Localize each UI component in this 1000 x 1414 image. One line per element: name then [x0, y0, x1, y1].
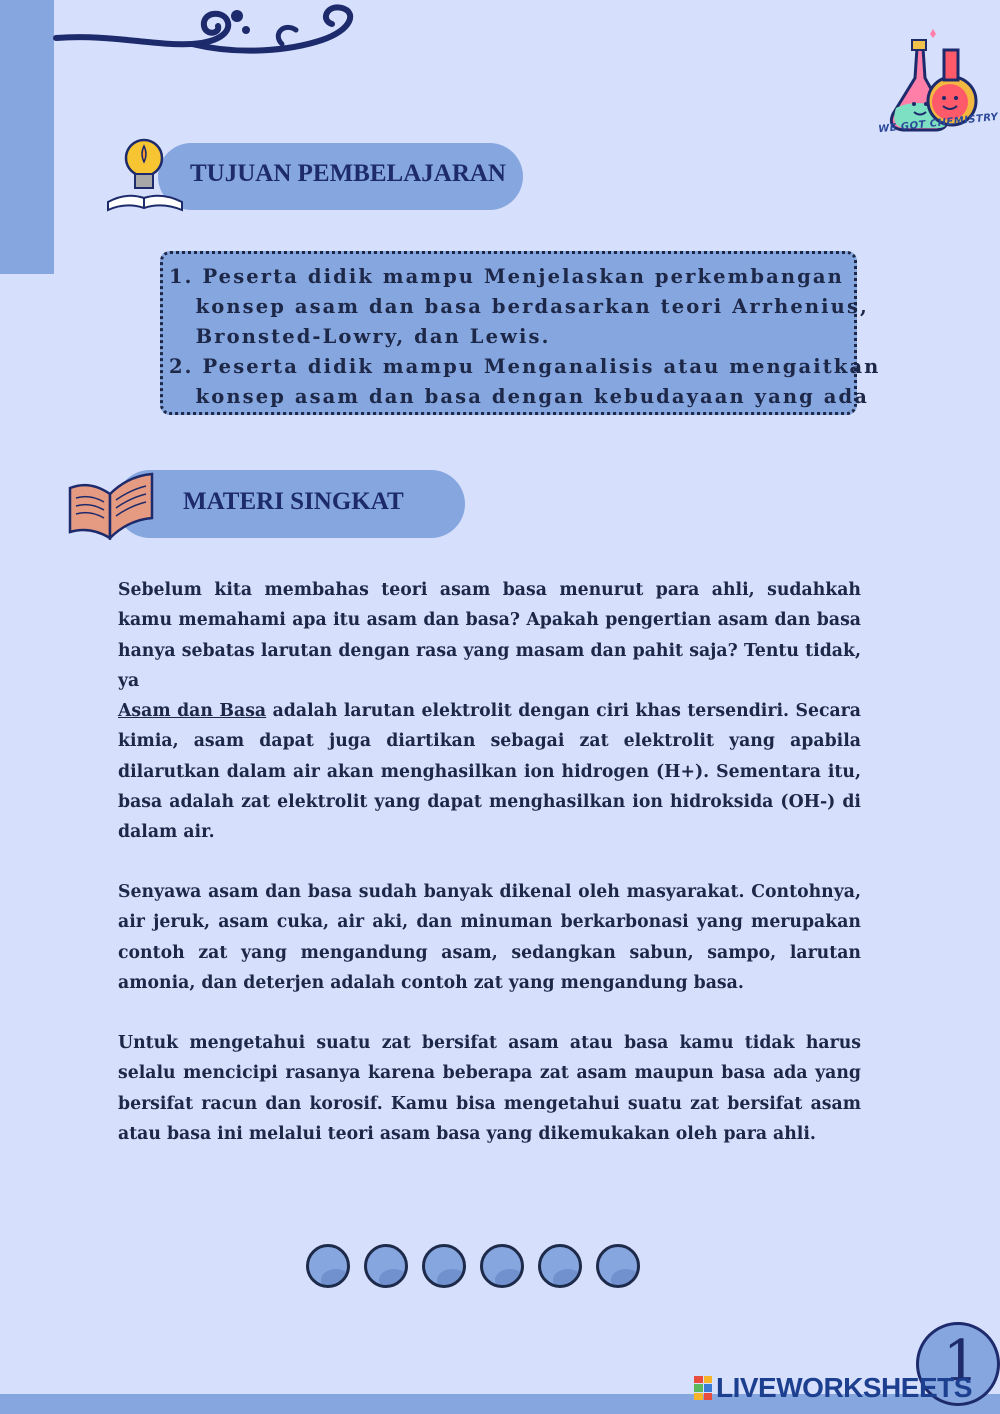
- objective-2-line-1: 2. Peserta didik mampu Menganalisis atau mengaitkan: [169, 355, 881, 378]
- dot-icon: [422, 1244, 466, 1288]
- paragraph-intro: Sebelum kita membahas teori asam basa menurut para ahli, sudahkah kamu memahami apa itu asam dan basa? Apakah pengertian asam dan basa hanya sebatas larutan dengan rasa yang masam dan pahit saja? Tentu tidak, ya: [118, 580, 861, 691]
- logo-caption: WE GOT CHEMISTRY: [877, 111, 999, 136]
- definition-text: adalah larutan elektrolit dengan ciri khas tersendiri. Secara kimia, asam dapat juga diartikan sebagai zat elektrolit yang apabila dilarutkan dalam air akan menghasilkan ion hidrogen (H+). Sementara itu, basa adalah zat elektrolit yang dapat menghasilkan ion hidroksida (OH-) di dalam air.: [118, 701, 861, 843]
- liveworksheets-text: LIVEWORKSHEETS: [716, 1372, 972, 1403]
- objective-1-line-1: 1. Peserta didik mampu Menjelaskan perkembangan: [169, 265, 844, 288]
- objective-1-line-2: konsep asam dan basa berdasarkan teori Arrhenius,: [169, 295, 869, 318]
- objectives-title: TUJUAN PEMBELAJARAN: [190, 160, 506, 187]
- dot-icon: [538, 1244, 582, 1288]
- liveworksheets-watermark: [694, 1372, 972, 1404]
- dot-icon: [596, 1244, 640, 1288]
- material-title: MATERI SINGKAT: [183, 488, 404, 515]
- side-accent-bar: [0, 0, 54, 274]
- paragraph-theory: Untuk mengetahui suatu zat bersifat asam atau basa kamu tidak harus selalu mencicipi rasanya karena beberapa zat asam maupun basa ada yang bersifat racun dan korosif. Kamu bisa mengetahui suatu zat bersifat asam atau basa ini melalui teori asam basa yang dikemukakan oleh para ahli.: [118, 1033, 861, 1144]
- page-number: 1: [943, 1329, 979, 1394]
- term-asam-dan-basa: Asam dan Basa: [118, 701, 267, 721]
- dot-icon: [480, 1244, 524, 1288]
- swirl-ornament-icon: [52, 0, 362, 60]
- objective-1-line-3: Bronsted-Lowry, dan Lewis.: [169, 325, 551, 348]
- dot-icon: [364, 1244, 408, 1288]
- paragraph-definition: [118, 696, 861, 847]
- open-book-icon: [66, 470, 156, 540]
- paragraph-examples: Senyawa asam dan basa sudah banyak dikenal oleh masyarakat. Contohnya, air jeruk, asam cuka, air aki, dan minuman berkarbonasi yang merupakan contoh zat yang mengandung asam, sedangkan sabun, sampo, larutan amonia, dan deterjen adalah contoh zat yang mengandung basa.: [118, 882, 861, 993]
- liveworksheets-logo-icon: [694, 1376, 712, 1400]
- objectives-box: [160, 251, 881, 415]
- dot-icon: [306, 1244, 350, 1288]
- objective-2-line-2: konsep asam dan basa dengan kebudayaan yang ada: [169, 385, 869, 408]
- decorative-dots: [306, 1244, 640, 1288]
- lightbulb-book-icon: [104, 136, 186, 214]
